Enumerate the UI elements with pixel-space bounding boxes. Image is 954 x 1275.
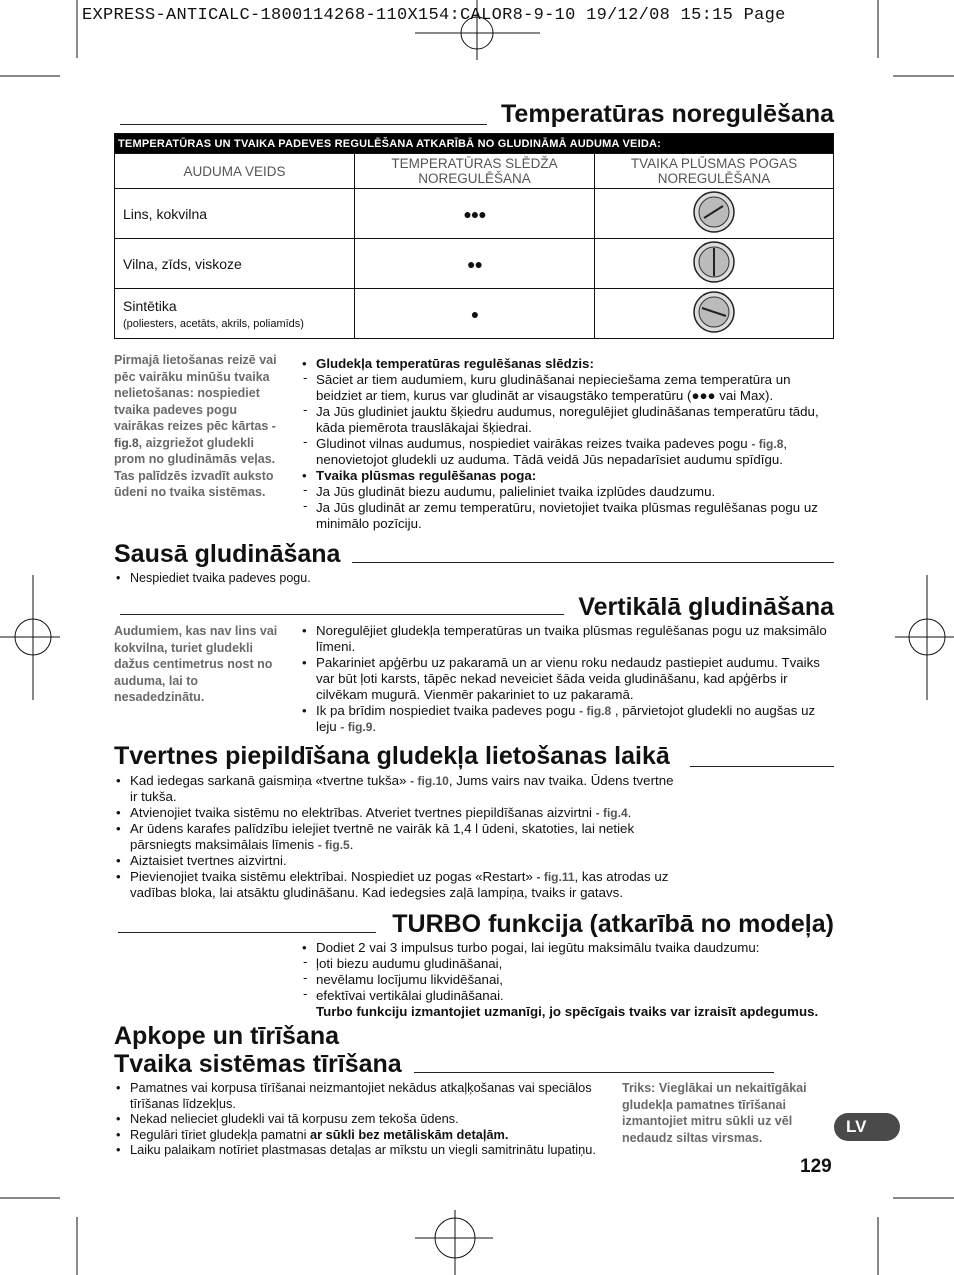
knob-mid-icon bbox=[595, 239, 834, 289]
section-title-vertical: Vertikālā gludināšana bbox=[578, 593, 834, 621]
temp-dots: ●● bbox=[355, 239, 595, 289]
vertical-instructions: • Noregulējiet gludekļa temperatūras un tvaika plūsmas regulēšanas pogu uz maksimālo līmeni. • Pakariniet apģērbu uz pakaramā un ar vienu roku nedaudz pastiepiet audumu. Tvaiks var būt ļoti karsts, tāpēc nekad neveiciet šāda veida gludināšanu, kad apģērbs ir cilvēkam mugurā. Vienmēr pakariniet to uz pakaramā. • Ik pa brīdim nospiediet tvaika padeves pogu - fig.8 , pārvietojot gludekli no augšas uz leju - fig.9. bbox=[300, 623, 834, 735]
column-header: AUDUMA VEIDS bbox=[115, 154, 355, 189]
page-number: 129 bbox=[800, 1156, 832, 1177]
section-title-care: Apkope un tīrīšana bbox=[114, 1022, 340, 1050]
temp-instructions: • Gludekļa temperatūras regulēšanas slēdzis: - Sāciet ar tiem audumiem, kuru gludināšanai nepieciešama zema temperatūra un beidziet ar tiem, kurus var gludināt ar visaugstāko temperatūru (●●● vai Max). - Ja Jūs gludiniet jauktu šķiedru audumus, noregulējiet gludināšanas temperatūru tādu, kāda piemērota trauslākajai šķiedrai. - Gludinot vilnas audumus, nospiediet vairākas reizes tvaika padeves pogu - fig.8, nenovietojot gludekli uz auduma. Tādā veidā Jūs nepadarīsiet audumu spīdīgu. • Tvaika plūsmas regulēšanas poga: - Ja Jūs gludināt biezu audumu, palieliniet tvaika izplūdes daudzumu. - Ja Jūs gludināt ar zemu temperatūru, novietojiet tvaika plūsmas regulēšanas pogu uz minimālo pozīciju. bbox=[300, 356, 834, 532]
table-caption: TEMPERATŪRAS UN TVAIKA PADEVES REGULĒŠANA ATKARĪBĀ NO GLUDINĀMĀ AUDUMA VEIDA: bbox=[115, 134, 834, 154]
fabric-cell: Sintētika (poliesters, acetāts, akrils, poliamīds) bbox=[115, 289, 355, 339]
temp-dots: ● bbox=[355, 289, 595, 339]
dry-bullet: • Nespiediet tvaika padeves pogu. bbox=[114, 570, 954, 586]
fill-instructions: • Kad iedegas sarkanā gaismiņa «tvertne tukša» - fig.10, Jums vairs nav tvaika. Ūdens tvertne ir tukša. • Atvienojiet tvaika sistēmu no elektrības. Atveriet tvertnes piepildīšanas aizvirtni - fig.4. • Ar ūdens karafes palīdzību ielejiet tvertnē ne vairāk kā 1,4 l ūdeni, skatoties, lai netiek pārsniegts maksimālais līmenis - fig.5. • Aiztaisiet tvertnes aizvirtni. • Pievienojiet tvaika sistēmu elektrībai. Nospiediet uz pogas «Restart» - fig.11, kas atrodas uz vadības bloka, lai atsāktu gludināšanu. Kad iedegsies zaļā lampiņa, tvaiks ir gatavs. bbox=[114, 773, 682, 901]
column-header: TVAIKA PLŪSMAS POGAS NOREGULĒŠANA bbox=[595, 154, 834, 189]
knob-min-icon bbox=[595, 289, 834, 339]
temp-dots: ●●● bbox=[355, 189, 595, 239]
section-title-dry: Sausā gludināšana bbox=[114, 540, 341, 568]
section-title-fill: Tvertnes piepildīšana gludekļa lietošanas laikā bbox=[114, 742, 670, 770]
turbo-instructions: • Dodiet 2 vai 3 impulsus turbo pogai, lai iegūtu maksimālu tvaika daudzumu: - ļoti biezu audumu gludināšanai, - nevēlamu locījumu likvidēšanai, - efektīvai vertikālai gludināšanai. Turbo funkciju izmantojiet uzmanīgi, jo spēcīgais tvaiks var izraisīt apdegumus. bbox=[300, 940, 834, 1020]
tip-note: Triks: Vieglākai un nekaitīgākai gludekļa pamatnes tīrīšanai izmantojiet mitru sūkli uz vēl nedaudz siltas virsmas. bbox=[622, 1081, 807, 1145]
table-row bbox=[115, 289, 834, 339]
side-note-vertical: Audumiem, kas nav lins vai kokvilna, turiet gludekli dažus centimetrus nost no auduma, lai to nesadedzinātu. bbox=[114, 624, 278, 704]
table-row bbox=[115, 189, 834, 239]
section-title-temperature: Temperatūras noregulēšana bbox=[501, 100, 834, 128]
settings-table bbox=[114, 133, 834, 339]
section-title-turbo: TURBO funkcija (atkarībā no modeļa) bbox=[392, 910, 834, 938]
column-header: TEMPERATŪRAS SLĒDŽA NOREGULĒŠANA bbox=[355, 154, 595, 189]
table-row bbox=[115, 239, 834, 289]
knob-max-icon bbox=[595, 189, 834, 239]
section-title-steam-cleaning: Tvaika sistēmas tīrīšana bbox=[114, 1050, 402, 1078]
care-instructions: • Pamatnes vai korpusa tīrīšanai neizmantojiet nekādus atkaļķošanas vai speciālos tīrīšanas līdzekļus. • Nekad nelieciet gludekli vai tā korpusu zem tekoša ūdens. • Regulāri tīriet gludekļa pamatni ar sūkli bez metāliskām detaļām. • Laiku palaikam notīriet plastmasas detaļas ar mīkstu un viegli samitrinātu lupatiņu. bbox=[114, 1080, 610, 1158]
fabric-cell: Lins, kokvilna bbox=[115, 189, 355, 239]
language-badge: LV bbox=[834, 1113, 900, 1141]
fabric-cell: Vilna, zīds, viskoze bbox=[115, 239, 355, 289]
print-header: EXPRESS-ANTICALC-1800114268-110X154:CALOR8-9-10 19/12/08 15:15 Page bbox=[82, 6, 786, 25]
side-note-first-use: Pirmajā lietošanas reizē vai pēc vairāku minūšu tvaika nelietošanas: nospiediet tvaika padeves pogu vairākas reizes pēc kārtas - fig.8, aizgriežot gludekli prom no gludināmās veļas. Tas palīdzēs izvadīt auksto ūdeni no tvaika sistēmas. bbox=[114, 353, 277, 499]
